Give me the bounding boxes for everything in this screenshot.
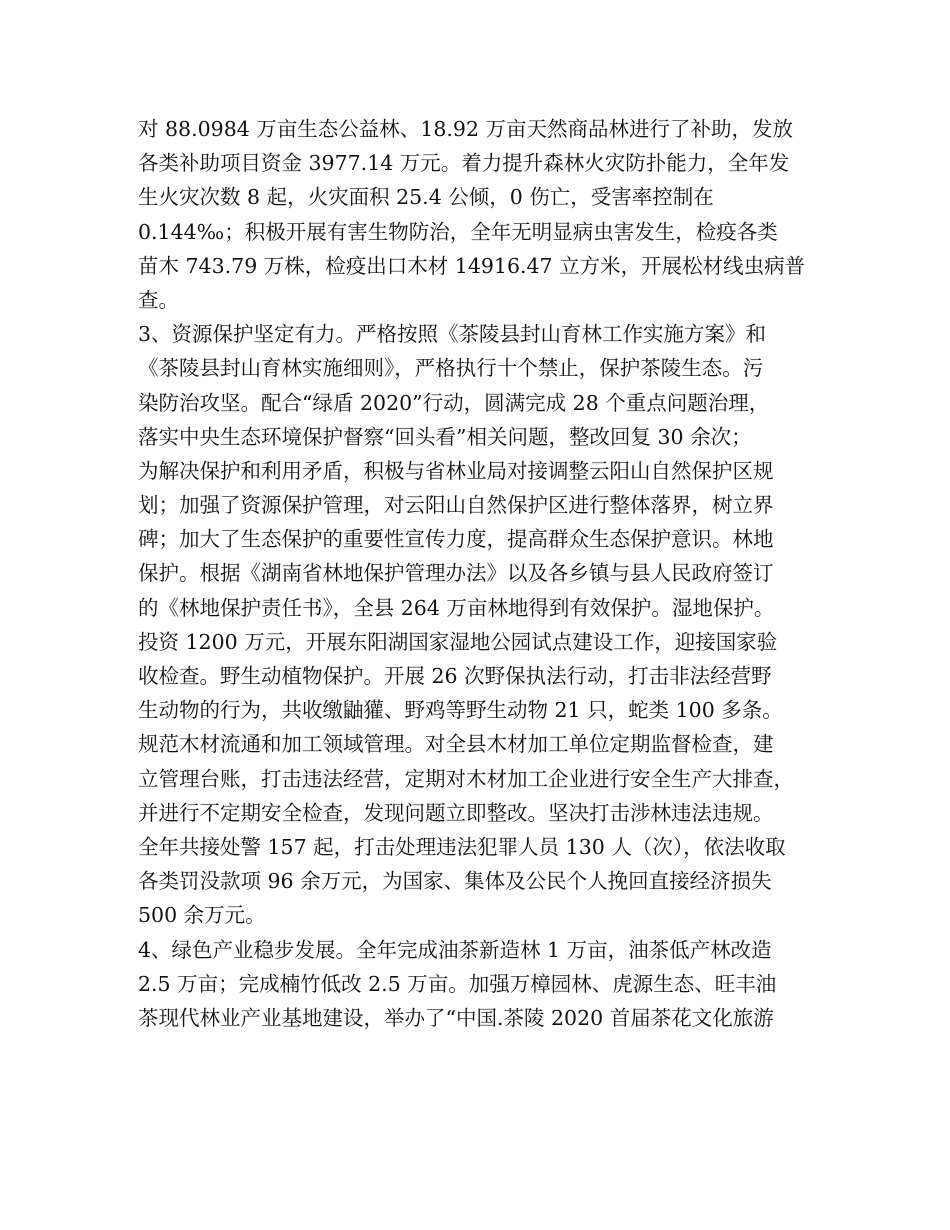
text-line: 《茶陵县封山育林实施细则》，严格执行十个禁止，保护茶陵生态。污 bbox=[138, 356, 764, 381]
text-line: 对 88.0984 万亩生态公益林、18.92 万亩天然商品林进行了补助，发放 bbox=[138, 117, 794, 141]
text-line: 生火灾次数 8 起，火灾面积 25.4 公倾，0 伤亡，受害率控制在 bbox=[138, 185, 714, 210]
text-line: 立管理台账，打击违法经营，定期对木材加工企业进行安全生产大排查， bbox=[138, 766, 794, 791]
text-line: 收检查。野生动植物保护。开展 26 次野保执法行动，打击非法经营野 bbox=[138, 664, 772, 688]
text-line: 并进行不定期安全检查，发现问题立即整改。坚决打击涉林违法违规。 bbox=[138, 800, 774, 825]
text-line: 3、资源保护坚定有力。严格按照《茶陵县封山育林工作实施方案》和 bbox=[138, 322, 767, 347]
text-line: 4、绿色产业稳步发展。全年完成油茶新造林 1 万亩，油茶低产林改造 bbox=[138, 937, 772, 962]
text-line: 为解决保护和利用矛盾，积极与省林业局对接调整云阳山自然保护区规 bbox=[138, 458, 774, 483]
text-line: 碑；加大了生态保护的重要性宣传力度，提高群众生态保护意识。林地 bbox=[138, 527, 774, 552]
text-line: 规范木材流通和加工领域管理。对全县木材加工单位定期监督检查，建 bbox=[138, 732, 774, 757]
text-line: 染防治攻坚。配合“绿盾 2020”行动，圆满完成 28 个重点问题治理， bbox=[138, 390, 770, 415]
text-line: 划；加强了资源保护管理，对云阳山自然保护区进行整体落界，树立界 bbox=[138, 493, 774, 518]
text-line: 各类补助项目资金 3977.14 万元。着力提升森林火灾防扑能力，全年发 bbox=[138, 151, 790, 176]
text-line: 茶现代林业产业基地建设，举办了“中国.茶陵 2020 首届茶花文化旅游 bbox=[138, 1005, 774, 1030]
text-line: 生动物的行为，共收缴鼬獾、野鸡等野生动物 21 只，蛇类 100 多条。 bbox=[138, 698, 783, 723]
text-line: 0.144‰；积极开展有害生物防治，全年无明显病虫害发生，检疫各类 bbox=[138, 219, 778, 244]
text-line: 的《林地保护责任书》，全县 264 万亩林地得到有效保护。湿地保护。 bbox=[138, 595, 775, 620]
text-line: 500 余万元。 bbox=[138, 903, 266, 928]
text-line: 苗木 743.79 万株，检疫出口木材 14916.47 立方米，开展松材线虫病普 bbox=[138, 253, 806, 278]
text-line: 全年共接处警 157 起，打击处理违法犯罪人员 130 人（次），依法收取 bbox=[138, 834, 786, 859]
text-line: 落实中央生态环境保护督察“回头看”相关问题，整改回复 30 余次； bbox=[138, 424, 752, 449]
text-line: 各类罚没款项 96 余万元，为国家、集体及公民个人挽回直接经济损失 bbox=[138, 869, 772, 894]
text-line: 查。 bbox=[138, 287, 179, 312]
text-line: 2.5 万亩；完成楠竹低改 2.5 万亩。加强万樟园林、虎源生态、旺丰油 bbox=[138, 971, 777, 996]
text-line: 保护。根据《湖南省林地保护管理办法》以及各乡镇与县人民政府签订 bbox=[138, 561, 774, 586]
body-text bbox=[138, 112, 828, 1035]
text-line: 投资 1200 万元，开展东阳湖国家湿地公园试点建设工作，迎接国家验 bbox=[138, 629, 778, 654]
